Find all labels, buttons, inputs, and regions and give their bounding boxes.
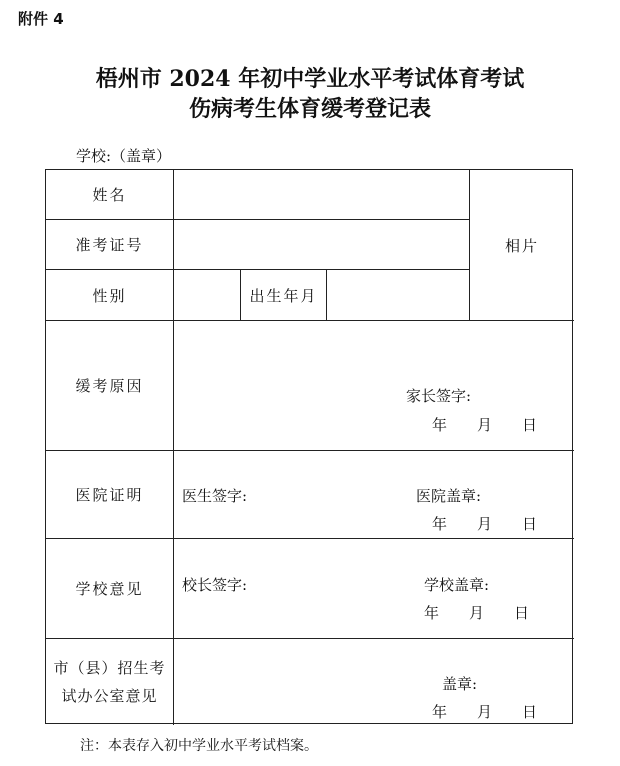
school-seal-label: 学校:（盖章） bbox=[76, 147, 172, 165]
reason-date: 年 月 日 bbox=[432, 416, 538, 434]
birth-date-field[interactable] bbox=[327, 270, 469, 320]
hospital-date: 年 月 日 bbox=[432, 515, 538, 533]
school-opinion-label: 学校意见 bbox=[75, 580, 144, 598]
attachment-label: 附件 4 bbox=[18, 10, 64, 28]
admissions-office-label bbox=[46, 639, 173, 725]
school-seal-field-label: 学校盖章: bbox=[424, 576, 490, 594]
form-title-line1: 梧州市 2024 年初中学业水平考试体育考试 bbox=[95, 66, 525, 92]
name-label: 姓名 bbox=[92, 186, 127, 204]
exam-number-label: 准考证号 bbox=[75, 236, 144, 254]
parent-signature-label: 家长签字: bbox=[406, 387, 472, 405]
admissions-office-label-line2: 试办公室意见 bbox=[61, 687, 158, 705]
hospital-certificate-field[interactable] bbox=[174, 451, 574, 538]
reason-label: 缓考原因 bbox=[75, 377, 144, 395]
photo-box[interactable]: 相片 bbox=[504, 236, 539, 255]
registration-form-table bbox=[45, 169, 573, 724]
office-seal-label: 盖章: bbox=[442, 675, 478, 693]
name-field[interactable] bbox=[174, 170, 469, 219]
birth-date-label: 出生年月 bbox=[249, 286, 318, 305]
office-date: 年 月 日 bbox=[432, 703, 538, 721]
gender-label: 性别 bbox=[92, 286, 127, 305]
hospital-certificate-label: 医院证明 bbox=[75, 486, 144, 504]
footnote: 注：本表存入初中学业水平考试档案。 bbox=[80, 738, 318, 754]
doctor-signature-label: 医生签字: bbox=[182, 487, 248, 505]
form-title-line2: 伤病考生体育缓考登记表 bbox=[188, 96, 431, 122]
hospital-seal-label: 医院盖章: bbox=[416, 487, 482, 505]
admissions-office-label-line1: 市（县）招生考 bbox=[53, 659, 166, 677]
principal-signature-label: 校长签字: bbox=[182, 576, 248, 594]
reason-field[interactable] bbox=[174, 321, 574, 450]
school-opinion-field[interactable] bbox=[174, 539, 574, 638]
gender-field[interactable] bbox=[174, 270, 240, 320]
admissions-office-field[interactable] bbox=[174, 639, 574, 725]
school-date: 年 月 日 bbox=[424, 604, 530, 622]
exam-number-field[interactable] bbox=[174, 220, 469, 269]
